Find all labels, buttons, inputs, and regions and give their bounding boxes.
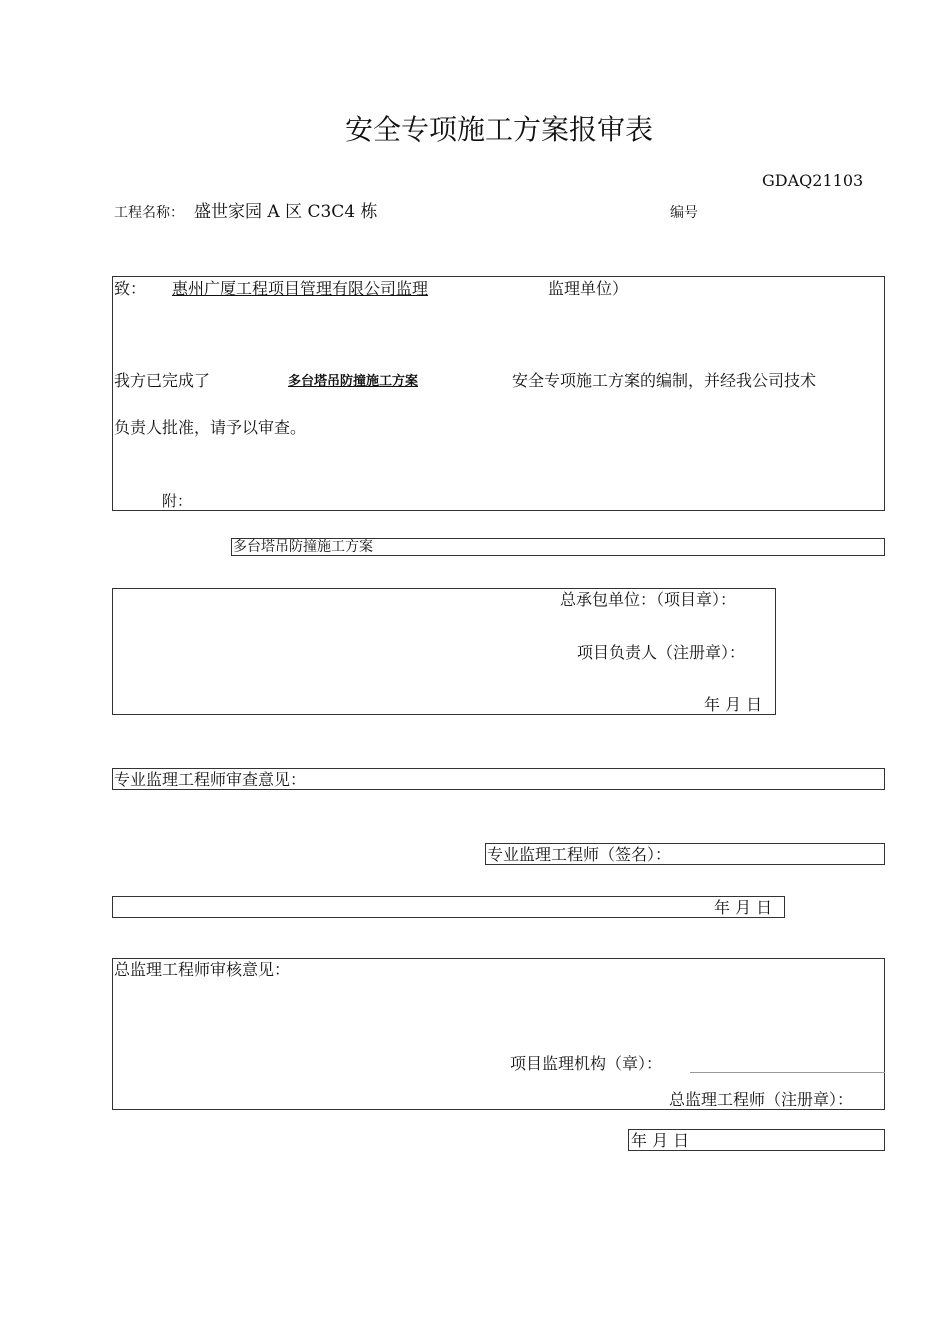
supervision-org-label: 项目监理机构（章）： bbox=[510, 1054, 663, 1073]
chief-opinion-label: 总监理工程师审核意见： bbox=[114, 960, 291, 979]
form-code: GDAQ21103 bbox=[762, 171, 864, 190]
contractor-date: 年 月 日 bbox=[704, 695, 763, 714]
submission-box bbox=[112, 276, 885, 511]
to-label: 致： bbox=[114, 279, 147, 298]
contractor-unit-label: 总承包单位：（项目章）： bbox=[560, 590, 737, 609]
chief-opinion-box bbox=[112, 958, 885, 1110]
page-title: 安全专项施工方案报审表 bbox=[344, 113, 653, 146]
specialist-date-box bbox=[112, 896, 785, 918]
body-text-part1: 我方已完成了 bbox=[114, 371, 211, 390]
to-suffix: 监理单位） bbox=[548, 279, 629, 298]
chief-date: 年 月 日 bbox=[631, 1131, 690, 1150]
attachment-item: 多台塔吊防撞施工方案 bbox=[233, 539, 373, 555]
project-manager-label: 项目负责人（注册章）： bbox=[577, 643, 746, 662]
project-label: 工程名称： bbox=[114, 205, 184, 221]
body-text-part2: 安全专项施工方案的编制，并经我公司技术 bbox=[512, 371, 817, 390]
supervision-org-line bbox=[690, 1072, 885, 1073]
body-text-line2: 负责人批准，请予以审查。 bbox=[114, 418, 307, 437]
number-label: 编号 bbox=[670, 205, 698, 221]
specialist-sign-label: 专业监理工程师（签名）： bbox=[487, 845, 672, 864]
chief-sign-label: 总监理工程师（注册章）： bbox=[669, 1090, 854, 1109]
specialist-opinion-label: 专业监理工程师审查意见： bbox=[114, 770, 307, 789]
specialist-date: 年 月 日 bbox=[714, 898, 773, 917]
project-name: 盛世家园 A 区 C3C4 栋 bbox=[194, 202, 378, 222]
plan-name: 多台塔吊防撞施工方案 bbox=[288, 374, 419, 389]
attachment-label: 附： bbox=[162, 492, 193, 510]
to-company: 惠州广厦工程项目管理有限公司监理 bbox=[172, 279, 429, 298]
